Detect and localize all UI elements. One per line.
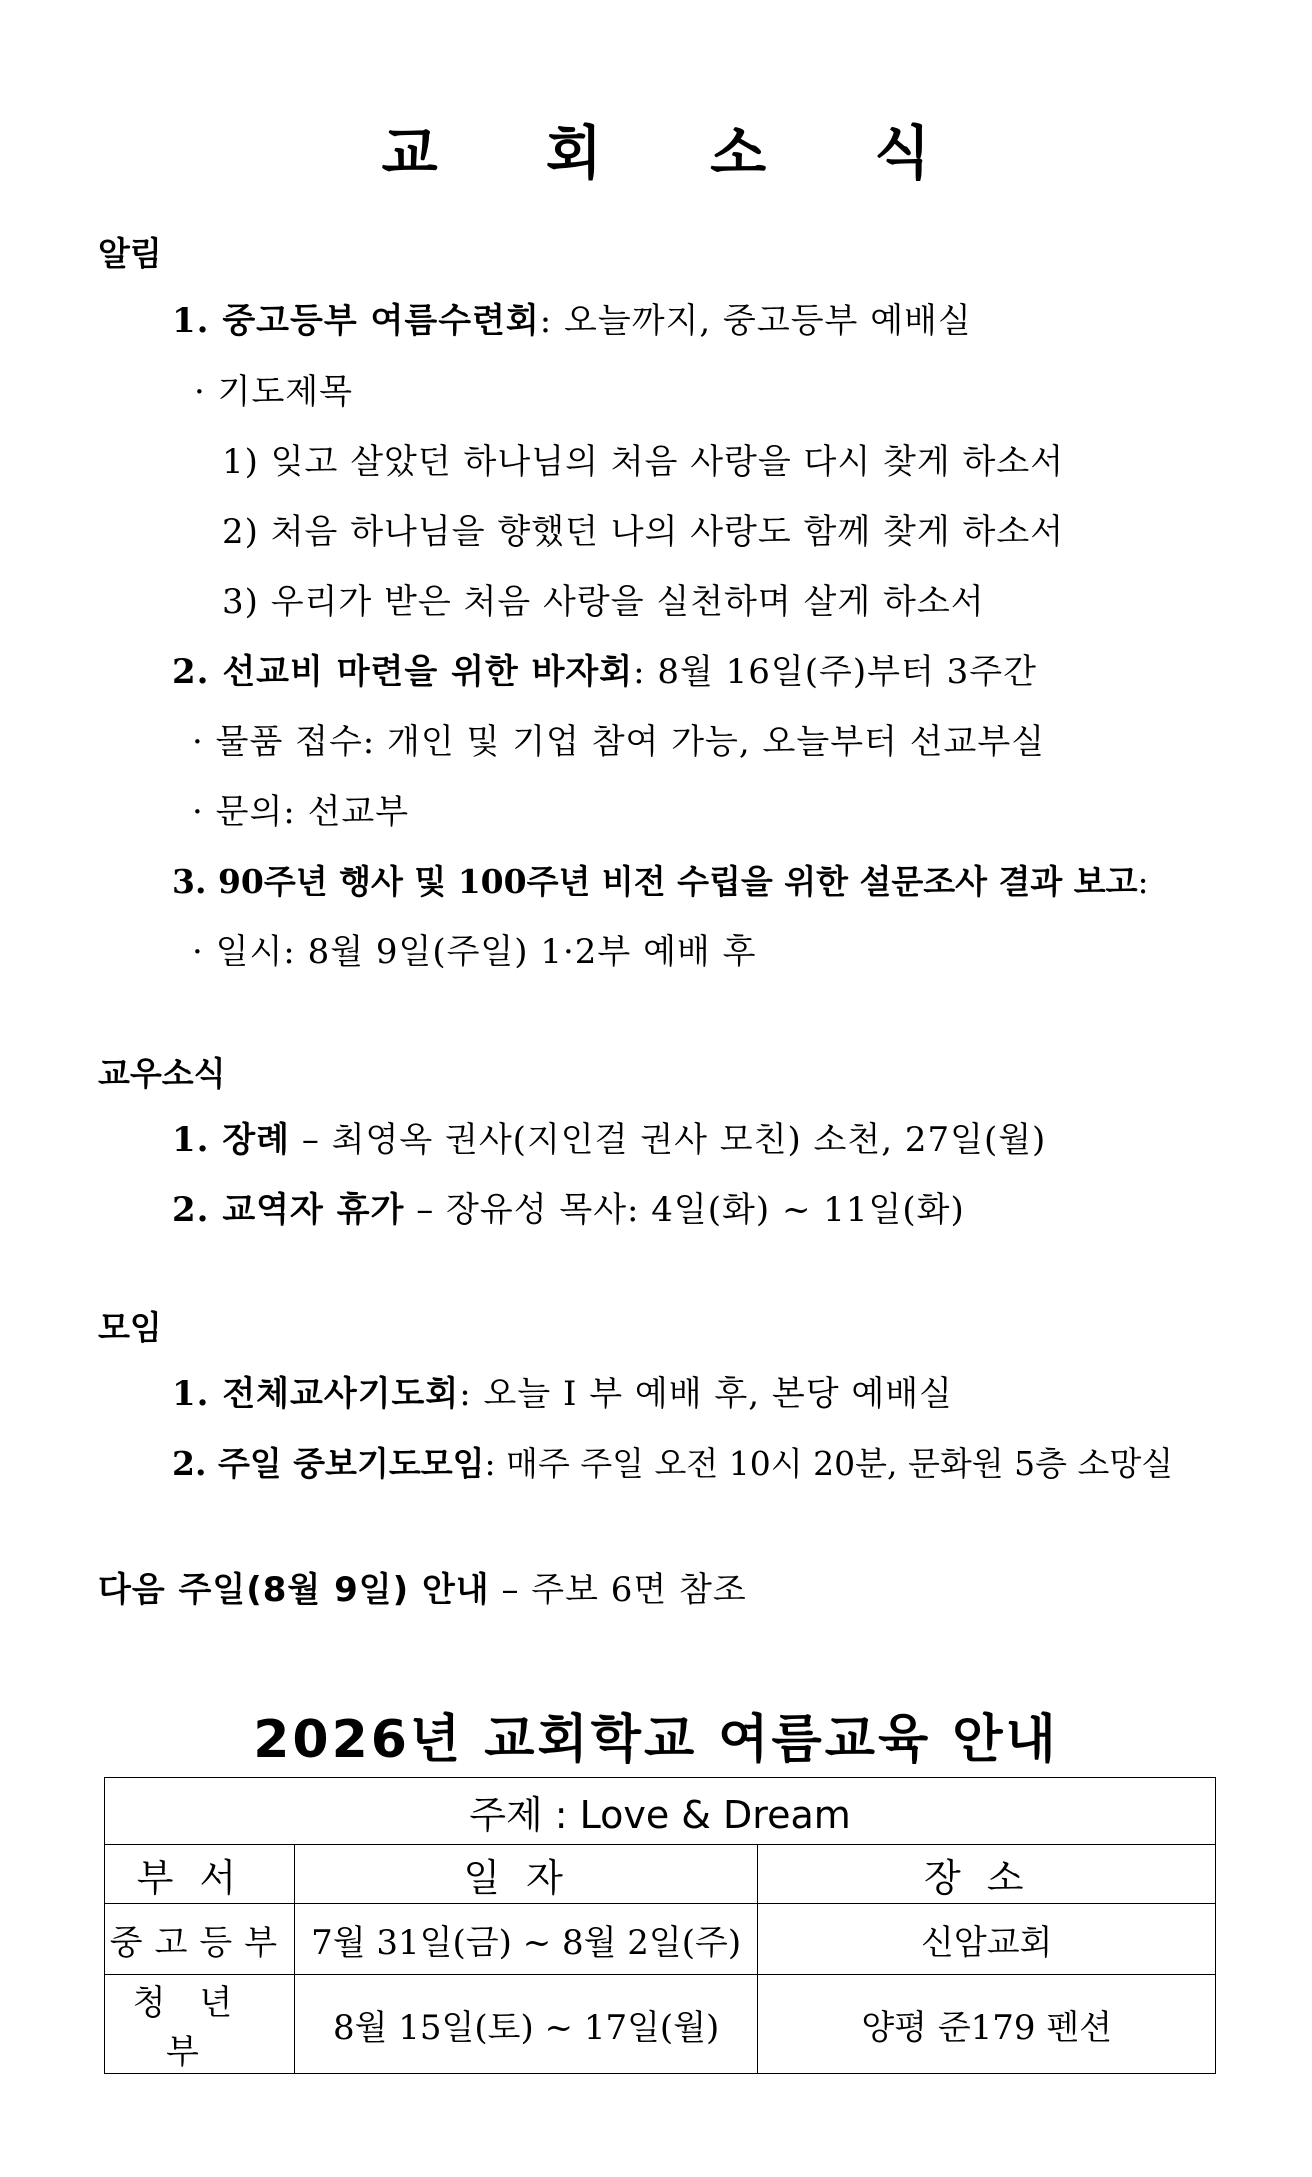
members-item-1-text: – 최영옥 권사(지인걸 권사 모친) 소천, 27일(월) <box>301 1120 1047 1160</box>
theme-row <box>105 1778 1216 1845</box>
meetings-item-1-text: : 오늘 I 부 예배 후, 본당 예배실 <box>459 1374 953 1414</box>
table-row <box>105 1904 1216 1975</box>
header-dept: 부서 <box>105 1845 295 1904</box>
row-place: 양평 준179 펜션 <box>758 1975 1216 2074</box>
next-sunday-text: – 주보 6면 참조 <box>501 1570 747 1610</box>
notice-item-3-label: 3. 90주년 행사 및 100주년 비전 수립을 위한 설문조사 결과 보고 <box>172 862 1138 901</box>
meetings-item-2-text: : 매주 주일 오전 10시 20분, 문화원 5층 소망실 <box>484 1444 1174 1483</box>
header-date: 일자 <box>294 1845 758 1904</box>
notice-item-1-text: : 오늘까지, 중고등부 예배실 <box>539 301 972 341</box>
row-date: 7월 31일(금) ~ 8월 2일(주) <box>294 1904 758 1975</box>
notice-item-1-label: 1. 중고등부 여름수련회 <box>172 301 540 341</box>
members-item-1 <box>172 1116 1046 1164</box>
notice-item-2-label: 2. 선교비 마련을 위한 바자회 <box>172 652 634 692</box>
prayer-item-2: 2) 처음 하나님을 향했던 나의 사랑도 함께 찾게 하소서 <box>222 512 1065 552</box>
prayer-item-3: 3) 우리가 받은 처음 사랑을 실천하며 살게 하소서 <box>222 582 985 622</box>
notice-item-3-sub-1: · 일시: 8월 9일(주일) 1·2부 예배 후 <box>192 932 757 972</box>
next-sunday-label: 다음 주일(8월 9일) 안내 <box>98 1570 490 1610</box>
section-heading-members: 교우소식 <box>98 1054 226 1093</box>
notice-item-2-sub-1: · 물품 접수: 개인 및 기업 참여 가능, 오늘부터 선교부실 <box>192 722 1046 762</box>
notice-item-2-text: : 8월 16일(주)부터 3주간 <box>633 652 1037 692</box>
section-heading-notice: 알림 <box>98 234 162 273</box>
row-dept: 청년부 <box>105 1975 295 2074</box>
row-dept: 중고등부 <box>105 1904 295 1975</box>
members-item-2-label: 2. 교역자 휴가 <box>172 1190 405 1230</box>
row-place: 신암교회 <box>758 1904 1216 1975</box>
theme-cell: 주제 : Love & Dream <box>105 1778 1216 1845</box>
meetings-item-2-label: 2. 주일 중보기도모임 <box>172 1444 485 1483</box>
header-row <box>105 1845 1216 1904</box>
education-table <box>104 1777 1216 2074</box>
notice-item-2 <box>172 648 1037 696</box>
notice-item-2-sub-2: · 문의: 선교부 <box>192 792 410 832</box>
notice-item-1 <box>172 297 972 345</box>
education-title: 2026년 교회학교 여름교육 안내 <box>253 1710 1059 1770</box>
members-item-2 <box>172 1186 965 1234</box>
table-row <box>105 1975 1216 2074</box>
meetings-item-2 <box>172 1440 1173 1488</box>
page-title: 교 회 소 식 <box>381 119 975 187</box>
notice-item-3 <box>172 858 1149 906</box>
next-sunday-notice <box>98 1566 747 1614</box>
members-item-2-text: – 장유성 목사: 4일(화) ~ 11일(화) <box>416 1190 965 1230</box>
meetings-item-1-label: 1. 전체교사기도회 <box>172 1374 460 1414</box>
row-date: 8월 15일(토) ~ 17일(월) <box>294 1975 758 2074</box>
prayer-item-1: 1) 잊고 살았던 하나님의 처음 사랑을 다시 찾게 하소서 <box>222 442 1065 482</box>
notice-item-3-text: : <box>1137 862 1149 901</box>
section-heading-meetings: 모임 <box>98 1308 162 1347</box>
prayer-heading: · 기도제목 <box>194 372 353 412</box>
members-item-1-label: 1. 장례 <box>172 1120 291 1160</box>
meetings-item-1 <box>172 1370 953 1418</box>
header-place: 장소 <box>758 1845 1216 1904</box>
